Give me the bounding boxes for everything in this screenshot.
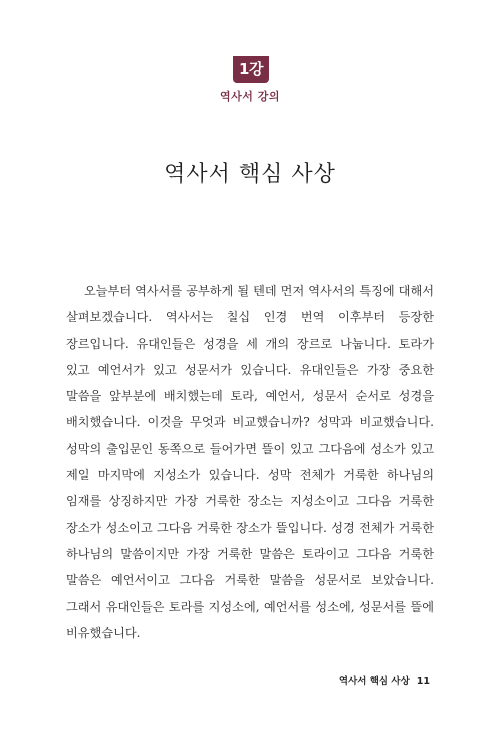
body-paragraph: 오늘부터 역사서를 공부하게 될 텐데 먼저 역사서의 특징에 대해서 살펴보겠습니다. 역사서는 칠십 인경 번역 이후부터 등장한 장르입니다. 유대인들은 성경을 세 개의 장르로 나눕니다. 토라가 있고 예언서가 있고 성문서가 있습니다. 유대인들은 가장 중요한 말씀을 앞부분에 배치했는데 토라, 예언서, 성문서 순서로 성경을 배치했습니다. 이것을 무엇과 비교했습니까? 성막과 비교했습니다. 성막의 출입문인 동쪽으로 들어가면 뜰이 있고 그다음에 성소가 있고 제일 마지막에 지성소가 있습니다. 성막 전체가 거룩한 하나님의 임재를 상징하지만 가장 거룩한 장소는 지성소이고 그다음 거룩한 장소가 성소이고 그다음 거룩한 장소가 뜰입니다. 성경 전체가 거룩한 하나님의 말씀이지만 가장 거룩한 말씀은 토라이고 그다음 거룩한 말씀은 예언서이고 그다음 거룩한 말씀을 성문서로 보았습니다. 그래서 유대인들은 토라를 지성소에, 예언서를 성소에, 성문서를 뜰에 비유했습니다.: [66, 284, 434, 640]
lecture-number-tab: 1강: [233, 56, 269, 83]
running-title: 역사서 핵심 사상: [338, 676, 410, 687]
page-footer: [339, 673, 430, 687]
chapter-title: 역사서 핵심 사상: [164, 162, 336, 187]
page-number: 11: [416, 676, 430, 687]
lecture-subtitle: 역사서 강의: [220, 90, 280, 103]
